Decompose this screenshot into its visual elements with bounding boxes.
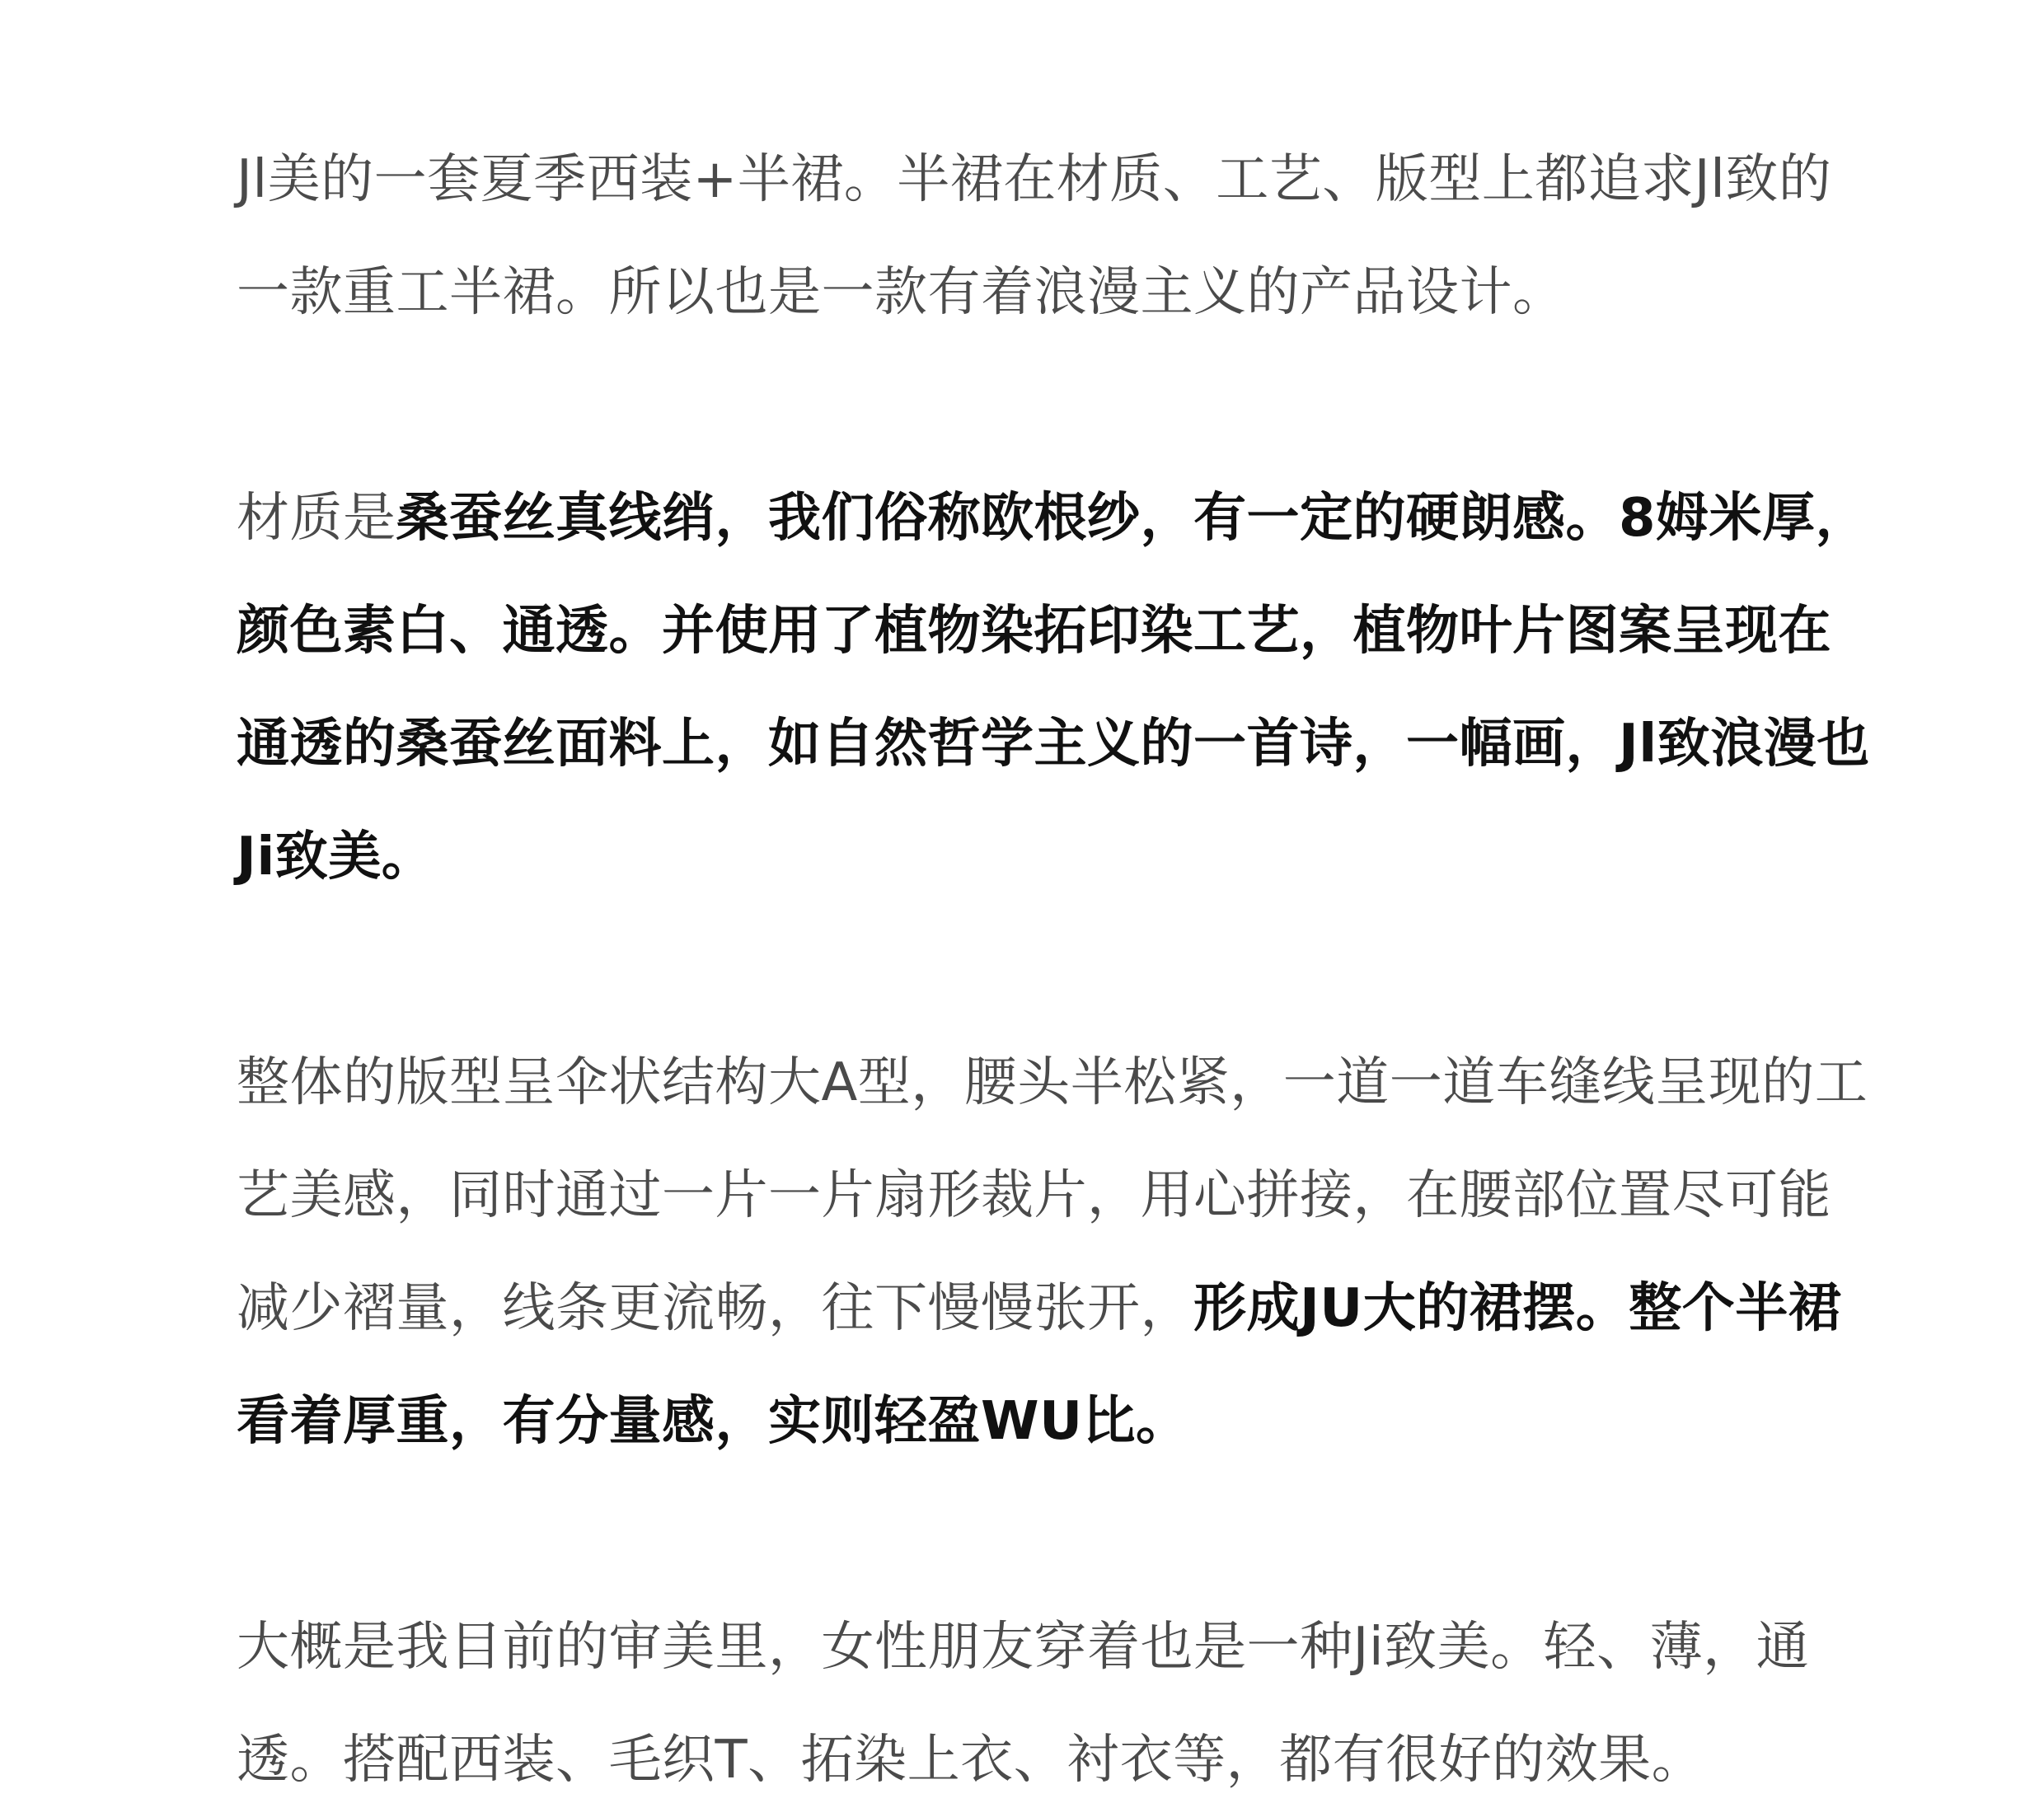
paragraph-text: 整体的版型呈伞状结构大A型，腰头半松紧，一道一道车缝线呈现的工艺美感，同时通过一片一片扇形裁片，用心拼接，在腰部位置尽可能减少褶量，线条更流畅，往下慢慢张开， [237, 1052, 1868, 1339]
article-body [237, 124, 1877, 1817]
paragraph-styling [237, 1591, 1877, 1817]
paragraph-silhouette [237, 1027, 1877, 1478]
paragraph-bold-text: 桑蚕丝真线绡，我们俗称欧根纱，有一定的硬朗感。8姆米厚，颜色素白、通透。并使用了植物染拓印染工艺，植物叶片图案呈现在通透的桑蚕丝面料上，如自然哲学主义的一首诗，一幅画，Jl致浪漫也Ji致美。 [237, 488, 1870, 887]
paragraph-material [237, 462, 1877, 914]
paragraph-text: 大概是我目前的审美里，女性朋友穿着也是一种Ji致美。轻、薄，通透。搭配西装、毛织T、拓染上衣、衬衣等，都有很好的效果。 [237, 1617, 1810, 1791]
paragraph-text: 材质是 [237, 488, 396, 549]
paragraph-intro [237, 124, 1877, 349]
paragraph-bold-text: 形成JU大的裙摆。整个半裙看着厚重，有分量感，实则轻盈WU比。 [237, 1278, 1842, 1452]
paragraph-text: Jl美的一套夏季西装+半裙。半裙在材质、工艺、版型上都追求Jl致的一款重工半裙。所以也是一款有着浪漫主义的产品设计。 [237, 149, 1832, 323]
